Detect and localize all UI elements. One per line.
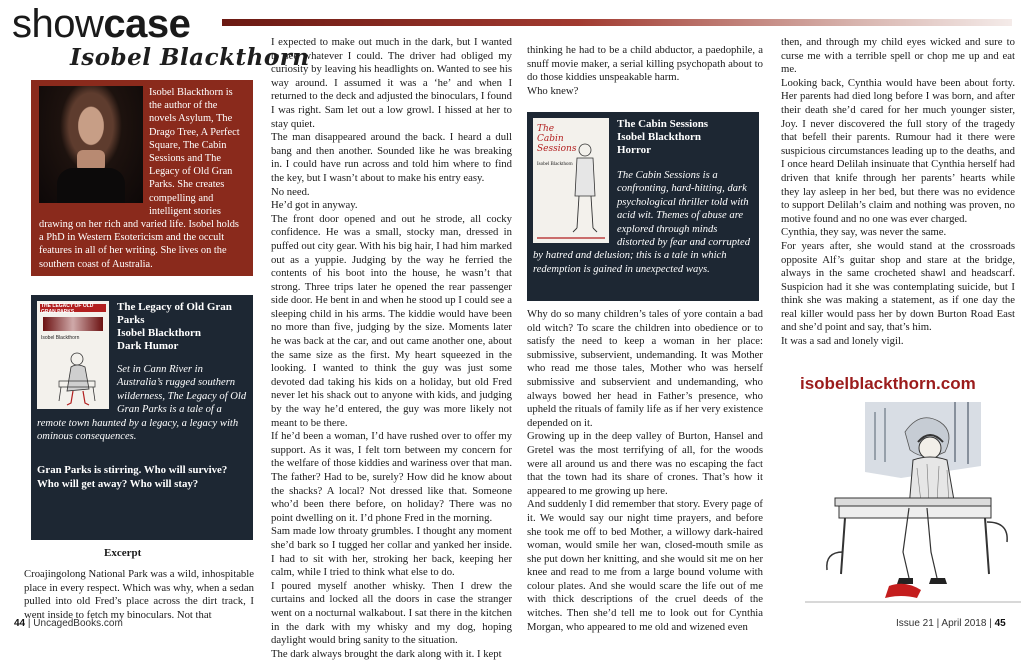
footer-right — [896, 618, 1006, 629]
paragraph: He’d got in anyway. — [271, 199, 358, 212]
page-number-right: 45 — [994, 618, 1006, 629]
paragraph: Looking back, Cynthia would have been about forty. Her parents had died long before I was born, and after their death she’d cared for her much younger sister, Joy. I never discovered the full story of the tragedy that befell their parents. Rumour had it there were suspicious circumstances leading up to the deaths, and I once heard Delilah insinuate that Cynthia herself had driven that knife through her parents’ hearts while they lay asleep in her bed, but there was no evidence to support Delilah’s claim and nothing was proven, no motive found and no one was ever charged. — [781, 76, 1015, 225]
cabin-book-box — [527, 112, 759, 301]
paragraph: Who knew? — [527, 84, 579, 97]
author-photo — [39, 86, 143, 203]
legacy-cover-title: THE LEGACY OF OLD GRAN PARKS — [41, 303, 94, 315]
legacy-cover-sketch — [37, 301, 109, 409]
paragraph: I poured myself another whisky. Then I drew the curtains and locked all the doors in case the stranger went on a nocturnal walkabout. I sat there in the kitchen in the dark with my whisky and my dog, hoping daylight would bring sanity to the situation. — [271, 579, 512, 647]
paragraph: It was a sad and lonely vigil. — [781, 335, 904, 348]
footer-issue: Issue 21 | April 2018 | — [896, 618, 992, 629]
author-bio-text: Isobel Blackthorn is the author of the novels Asylum, The Drago Tree, A Perfect Square, The Cabin Sessions and The Legacy of Old Gran Parks. She creates compelling and intelligent stories drawing on her rich and varied life. Isobel holds a PhD in Western Esotericism and the occult features in all of her writing. She lives on the southern coast of Australia. — [39, 87, 240, 270]
legacy-book-cover — [37, 301, 109, 409]
legacy-author: Isobel Blackthorn — [117, 327, 202, 339]
excerpt-column-2 — [271, 36, 512, 661]
paragraph: For years after, she would stand at the crossroads opposite Alf’s guitar shop and stare at the bridge, always in the same crocheted shawl and headscarf. Suspicion had it she was contemplating suicide, but I think she was making a statement, as if one day the real killer would pass her by down Burton Road East and she’d point and say, that’s him. — [781, 239, 1015, 334]
paragraph: No need. — [271, 185, 310, 198]
paragraph: The front door opened and out he strode, all cocky confidence. He was a small, stocky man, dressed in puffed out city gear. With his big hair, I had him marked out as a yuppie. Judging by the way he ferried the contents of his boot into the house, he wasn’t that strong. Three trips later he opened the rear passenger side door. He bent in and when he stood up I could see a sleeping child in his arms. The kiddie would have been no more than five, judging by the size. Moments later he was back at the car, and out came another one, about the same size as the first. My heart squeezed in the looking. I wanted to think the guy was just some devoted dad taking his kids on a holiday, but old Fred never let his shack out to anyone with kids, and judging by the way he’d entered, the guy was more likely not meant to be there. — [271, 212, 513, 429]
cabin-blurb: The Cabin Sessions is a confronting, hard-hitting, dark psychological thriller told with acid wit. Themes of abuse are explored through minds distorted by fear and corrupted by hatred and delusion; this is a tale in which redemption is gained in unexpected ways. — [533, 170, 750, 275]
paragraph: Cynthia, they say, was never the same. — [781, 226, 947, 239]
excerpt-column-1 — [24, 568, 254, 622]
header-rule — [222, 19, 1012, 26]
paragraph: I expected to make out much in the dark, but I wanted to see whatever I could. The driver had obliged my curiosity by leaving his headlights on. Wanted to see his way around. I assumed it was a ‘he’ and when I returned to the deck and adjusted the binoculars, I found I was right. Sam let out a low growl. I hissed at her to stay quiet. — [271, 36, 512, 130]
footer-site: UncagedBooks.com — [33, 618, 123, 629]
excerpt-label: Excerpt — [104, 547, 142, 559]
legacy-genre: Dark Humor — [117, 340, 179, 352]
paragraph: Croajingolong National Park was a wild, inhospitable place in every respect. Which was why, when a sedan pulled into old Fred’s place across the dirt track, I went inside to fetch my binoculars. Not that — [24, 568, 254, 621]
section-title-thin: show — [12, 2, 104, 46]
paragraph: Growing up in the deep valley of Burton, Hansel and Gretel was the most terrifying of all, for the woods were all around us and there was no escaping the fact that the town had its share of crones. That’s how it appeared to me growing up here. — [527, 430, 763, 497]
author-heading: Isobel Blackthorn — [70, 44, 310, 71]
legacy-blurb: Set in Cann River in Australia’s rugged southern wilderness, The Legacy of Old Gran Parks is a tale of a remote town haunted by a legacy, a legacy with ominous consequences. — [37, 364, 247, 443]
paragraph: thinking he had to be a child abductor, a paedophile, a snuff movie maker, a serial killing psychopath about to do those kiddies unspeakable harm. — [527, 44, 763, 84]
paragraph: Sam made low throaty grumbles. I thought any moment she’d bark so I tugged her collar and yanked her inside. I had to sit with her, stroking her back, keeping her calm, while I tried to think what else to do. — [271, 525, 512, 579]
cabin-author: Isobel Blackthorn — [617, 131, 702, 143]
legacy-cta: Gran Parks is stirring. Who will survive? Who will get away? Who will stay? — [37, 464, 228, 491]
paragraph: If he’d been a woman, I’d have rushed over to offer my support. As it was, I felt torn between my concern for the welfare of those kiddies and wariness over that man. The father? Had to be, surely? How did he know about the shacks? A local? Not dressed like that. Someone who’d been there before, on holiday? There was no point dwelling on it. I’d phone Fred in the morning. — [271, 430, 512, 524]
cabin-book-cover — [533, 118, 609, 243]
cabin-cover-author: Isobel Blackthorn — [537, 162, 573, 167]
cabin-title: The Cabin Sessions — [617, 118, 709, 130]
website-link[interactable]: isobelblackthorn.com — [800, 374, 976, 393]
cabin-cover-sketch — [533, 118, 609, 243]
cabin-genre: Horror — [617, 144, 652, 156]
paragraph: And suddenly I did remember that story. Every page of it. We would say our night time prayers, and before she took me off to bed Mother, a willowy dark-haired woman, would smile her wan, closed-mouth smile as she put down her knitting, and she would sit me on her knee and read to me from a large bound volume with colour plates. And she would scare the life out of me with thick descriptions of the cruel deeds of the witches. Then she’d tell me to look out for Cynthia Morgan, who appeared to me old and wizened even — [527, 498, 763, 633]
cabin-cover-title: The Cabin Sessions — [537, 124, 577, 154]
section-title-bold: case — [103, 2, 191, 46]
excerpt-column-4 — [781, 36, 1015, 349]
legacy-book-box — [31, 295, 253, 540]
paragraph: Why do so many children’s tales of yore contain a bad old witch? To scare the children into obedience or to satisfy the need to keep a woman in her place: submissive, subservient, undemanding. It was Mother who read me those tales, Mother who was herself submissive and subservient and undemanding, who always bowed her head in Father’s presence, who upheld the rituals of family life as if her very existence depended on it. — [527, 308, 763, 429]
paragraph: The dark always brought the dark along with it. I kept — [271, 647, 502, 660]
paragraph: then, and through my child eyes wicked and sure to curse me with a terrible spell or chop me up and eat me. — [781, 36, 1015, 76]
author-bio-box — [31, 80, 253, 276]
paragraph: The man disappeared around the back. I heard a dull bang and then another. Sounded like he was breaking in. I could have run across and told him where to find the key, but I wasn’t about to make his entry easy. — [271, 131, 512, 184]
section-title — [12, 2, 190, 46]
excerpt-column-3-top — [527, 44, 763, 98]
woman-on-bench-illustration — [805, 402, 1021, 606]
excerpt-column-3-bottom — [527, 308, 763, 634]
page-number-left: 44 — [14, 618, 26, 629]
footer-left: 44 | UncagedBooks.com — [14, 618, 123, 629]
legacy-title: The Legacy of Old Gran Parks — [117, 301, 232, 326]
legacy-cover-author: Isobel Blackthorn — [41, 335, 80, 341]
